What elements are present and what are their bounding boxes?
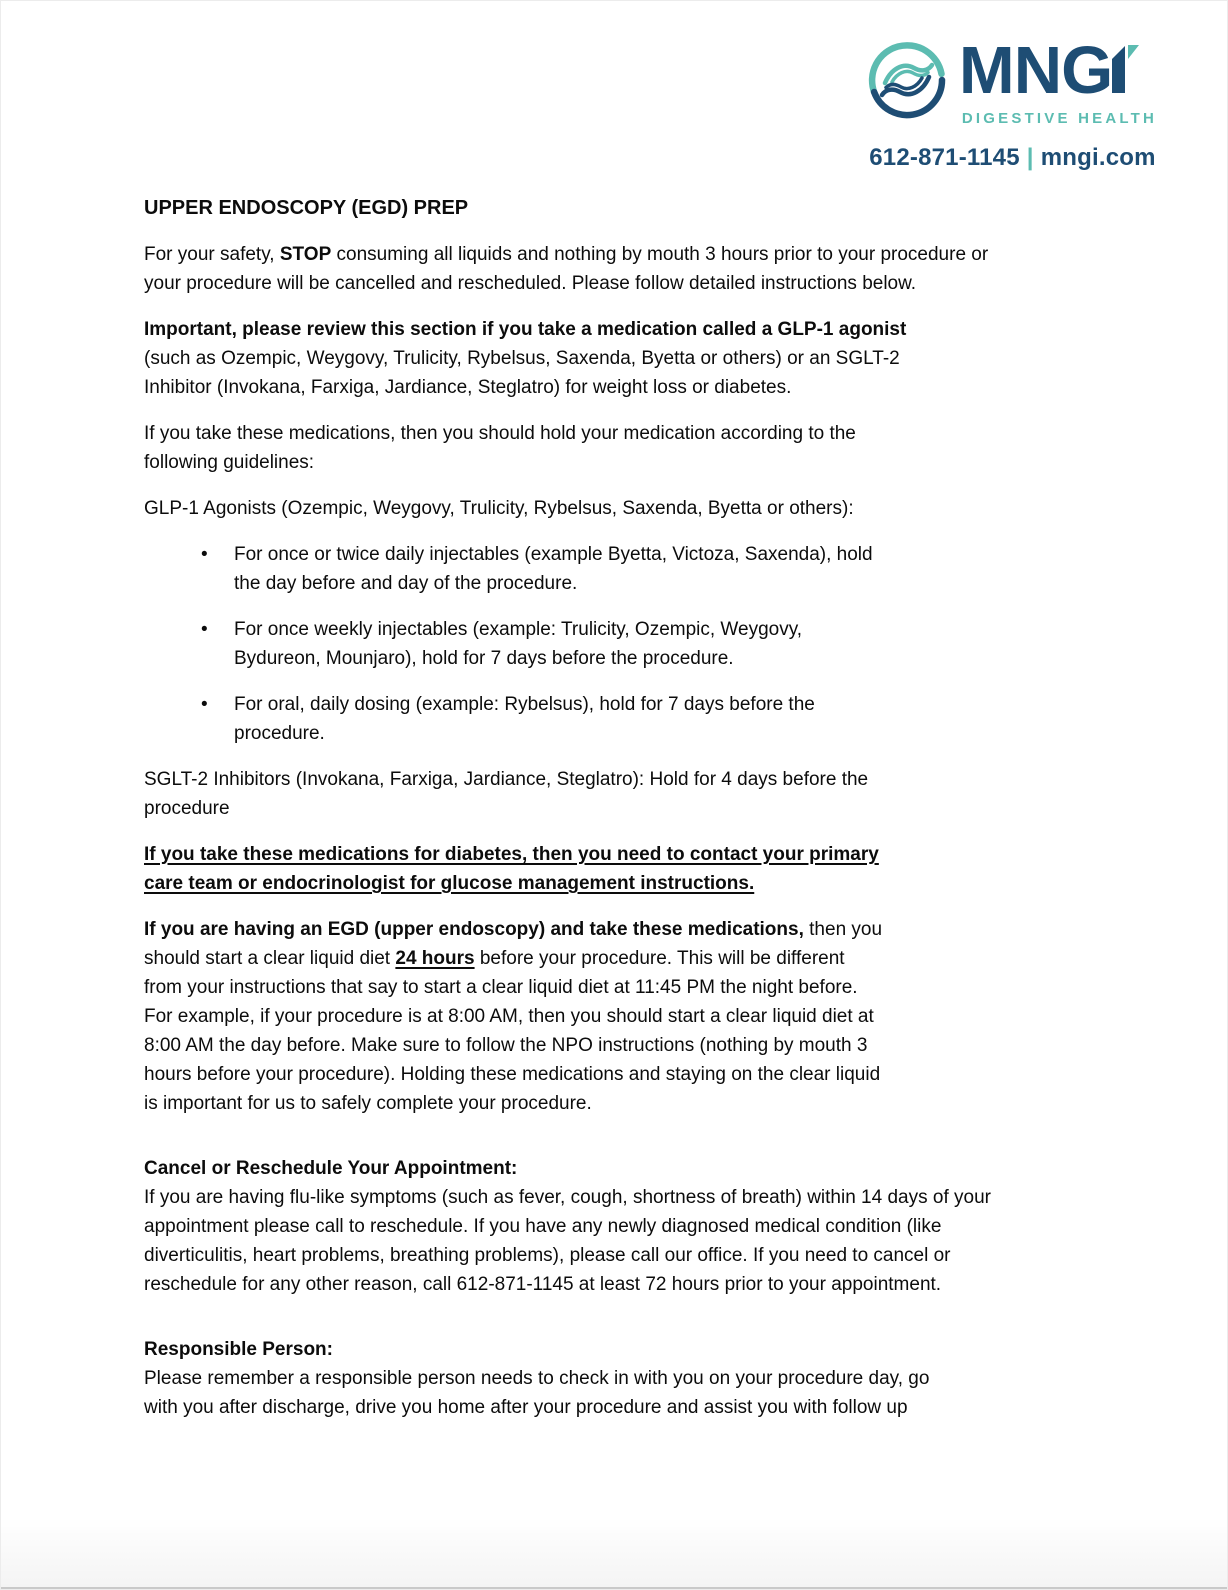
para-safety-stop: For your safety, STOP consuming all liquids and nothing by mouth 3 hours prior to your procedure or your procedure will be cancelled and rescheduled. Please follow detailed instructions below. xyxy=(144,244,989,294)
phone-number: 612-871-1145 xyxy=(869,144,1020,171)
para-egd-clear-liquid: If you are having an EGD (upper endoscopy) and take these medications, then you should start a clear liquid diet 24 hours before your procedure. This will be different from your instructions that say to start a clear liquid diet at 11:45 PM the night before. For example, if your procedure is at 8:00 AM, then you should start a clear liquid diet at 8:00 AM the day before. Make sure to follow the NPO instructions (nothing by mouth 3 hours before your procedure). Holding these medications and staying on the clear liquid is important for us to safely complete your procedure. xyxy=(144,919,883,1114)
medication-bullet-list xyxy=(144,540,1164,748)
brand-tagline: DIGESTIVE HEALTH xyxy=(961,110,1157,127)
bullet-daily-injectables: • For once or twice daily injectables (example Byetta, Victoza, Saxenda), hold the day before and day of the procedure. xyxy=(234,540,1164,598)
mngi-wave-circle-icon xyxy=(868,41,946,124)
document-body xyxy=(144,194,1164,1422)
document-title: UPPER ENDOSCOPY (EGD) PREP xyxy=(144,197,469,219)
bullet-oral-dosing: • For oral, daily dosing (example: Rybelsus), hold for 7 days before the procedure. xyxy=(234,690,1164,748)
cancel-reschedule-section xyxy=(144,1154,1164,1299)
contact-line xyxy=(869,144,1155,172)
responsible-person-section xyxy=(144,1335,1164,1422)
logo-lockup xyxy=(868,33,1157,127)
para-glp1-important: Important, please review this section if you take a medication called a GLP-1 agonist (such as Ozempic, Weygovy, Trulicity, Rybelsus, Saxenda, Byetta or others) or an SGLT-2 Inhibitor (Invokana, Farxiga, Jardiance, Steglatro) for weight loss or diabetes. xyxy=(144,319,907,398)
cancel-section-body: If you are having flu-like symptoms (such as fever, cough, shortness of breath) within 14 days of your appointment please call to reschedule. If you have any newly diagnosed medical condition (like diverticulitis, heart problems, breathing problems), please call our office. If you need to cancel or reschedule for any other reason, call 612-871-1145 at least 72 hours prior to your appointment. xyxy=(144,1187,991,1295)
para-sglt2-inhibitors: SGLT-2 Inhibitors (Invokana, Farxiga, Jardiance, Steglatro): Hold for 4 days before the procedure xyxy=(144,769,869,819)
para-hold-guidelines: If you take these medications, then you should hold your medication according to the following guidelines: xyxy=(144,423,856,473)
brand-i-icon xyxy=(1112,45,1139,93)
para-diabetes-contact: If you take these medications for diabetes, then you need to contact your primary care team or endocrinologist for glucose management instructions. xyxy=(144,844,879,894)
mngi-logo-header xyxy=(868,33,1157,172)
para-glp1-agonists-list: GLP-1 Agonists (Ozempic, Weygovy, Trulicity, Rybelsus, Saxenda, Byetta or others): xyxy=(144,498,854,519)
brand-text: MNG xyxy=(958,33,1113,108)
brand-wordmark xyxy=(958,33,1157,108)
responsible-section-heading: Responsible Person: xyxy=(144,1339,333,1360)
website: mngi.com xyxy=(1040,144,1156,171)
bullet-weekly-injectables: • For once weekly injectables (example: Trulicity, Ozempic, Weygovy, Bydureon, Mounjaro), hold for 7 days before the procedure. xyxy=(234,615,1164,673)
responsible-section-body: Please remember a responsible person needs to check in with you on your procedure day, go with you after discharge, drive you home after your procedure and assist you with follow up xyxy=(144,1368,930,1418)
cancel-section-heading: Cancel or Reschedule Your Appointment: xyxy=(144,1158,518,1179)
separator: | xyxy=(1026,144,1034,171)
brand-column xyxy=(958,33,1157,127)
